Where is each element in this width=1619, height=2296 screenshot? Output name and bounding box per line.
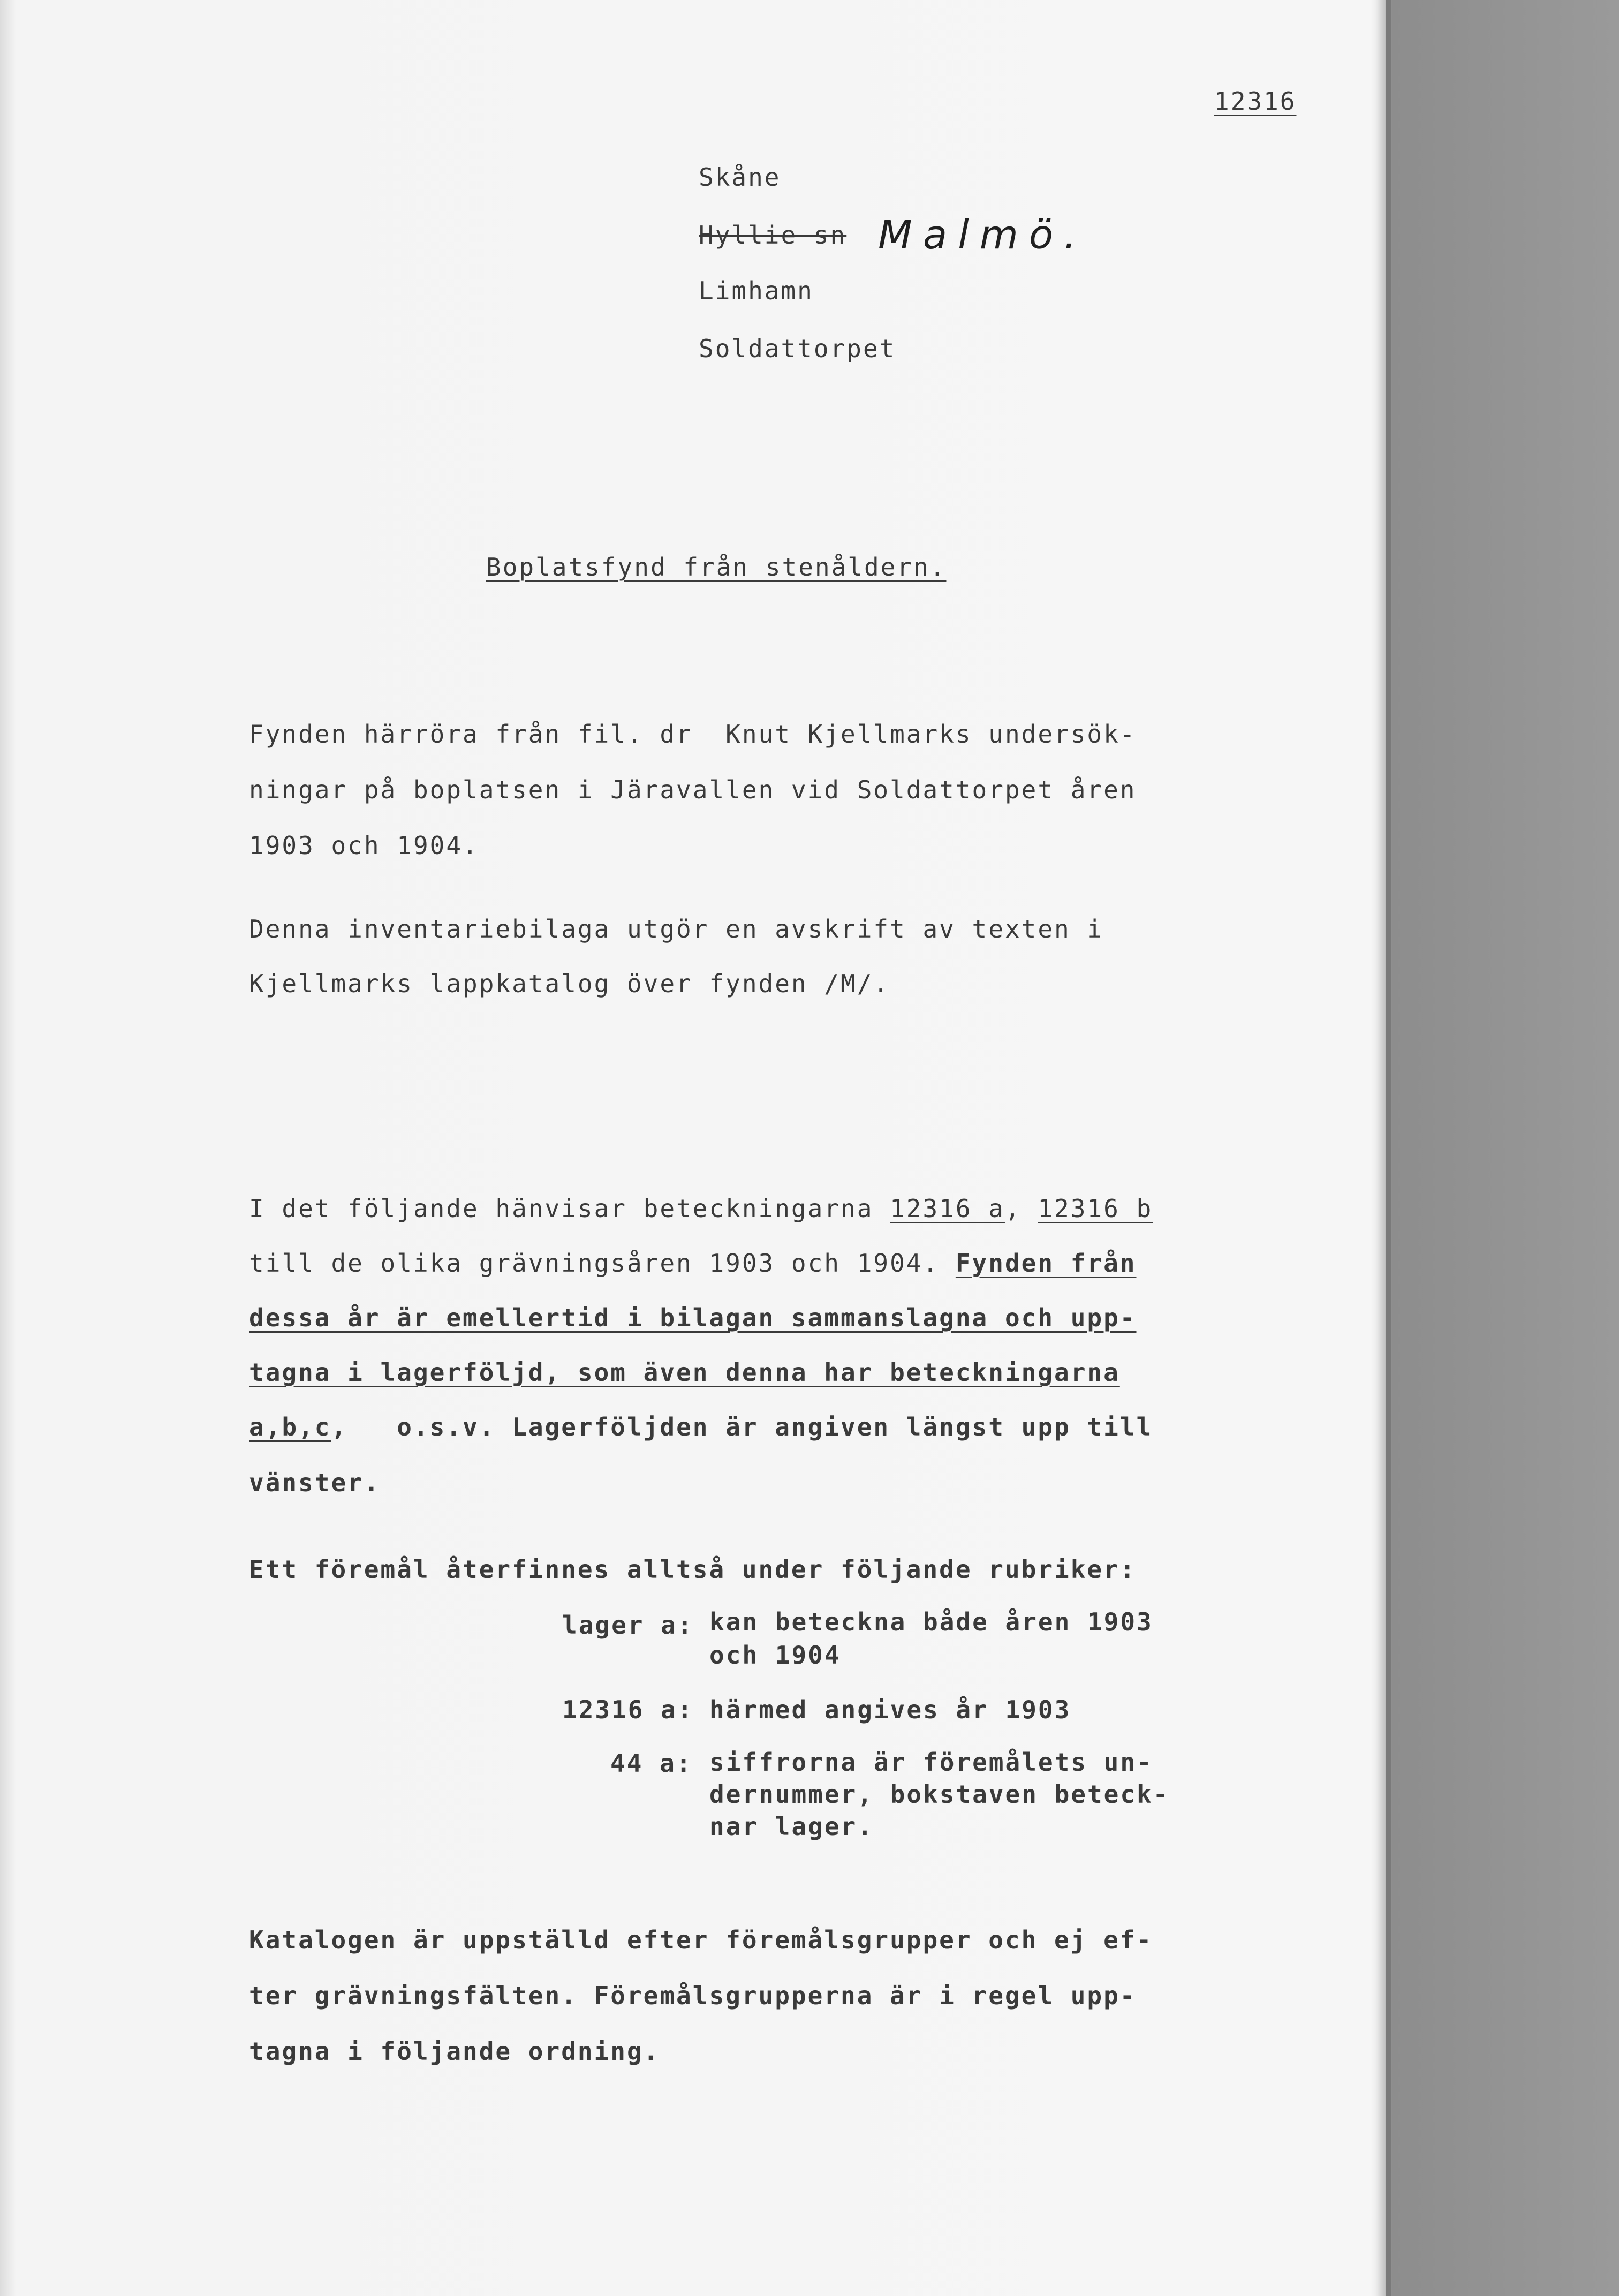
paragraph5-line3: tagna i följande ordning. xyxy=(249,2037,660,2066)
location-site: Soldattorpet xyxy=(699,334,896,363)
paragraph3-line1 xyxy=(249,1196,1153,1221)
rubric-subnumber-line2: dernummer, bokstaven beteck- xyxy=(709,1780,1170,1809)
rubric-subnumber-line3: nar lager. xyxy=(709,1812,874,1841)
paragraph3-line5 xyxy=(249,1415,1153,1439)
paragraph1-line3: 1903 och 1904. xyxy=(249,831,479,860)
sheet-edge xyxy=(1386,0,1391,2296)
catalog-number: 12316 xyxy=(1214,87,1297,116)
rubric-key-lager: lager a: xyxy=(562,1611,694,1640)
p3-l5-letters: a,b,c xyxy=(249,1413,331,1441)
paragraph5-line2: ter grävningsfälten. Föremålsgrupperna är i regel upp- xyxy=(249,1981,1137,2010)
p3-l2-underlined: Fynden från xyxy=(955,1249,1137,1278)
rubric-lager-line1: kan beteckna både åren 1903 xyxy=(709,1607,1153,1636)
location-parish-handwritten: Malmö. xyxy=(878,212,1087,258)
p3-l1-sep: , xyxy=(1004,1194,1038,1223)
rubric-number-line1: härmed angives år 1903 xyxy=(709,1695,1071,1724)
location-place: Limhamn xyxy=(699,276,814,305)
paragraph4: Ett föremål återfinnes alltså under följande rubriker: xyxy=(249,1555,1137,1584)
paragraph3-line3: dessa år är emellertid i bilagan sammanslagna och upp- xyxy=(249,1303,1137,1332)
p3-l2-text: till de olika grävningsåren 1903 och 1904. xyxy=(249,1249,956,1278)
p3-l1-ref-a: 12316 a xyxy=(890,1194,1005,1223)
paragraph3-line2 xyxy=(249,1249,1137,1278)
p3-l5-text: , o.s.v. Lagerföljden är angiven längst upp till xyxy=(331,1413,1153,1441)
rubric-key-subnumber: 44 a: xyxy=(610,1749,693,1778)
paragraph5-line1: Katalogen är uppställd efter föremålsgrupper och ej ef- xyxy=(249,1925,1153,1954)
paragraph2-line2: Kjellmarks lappkatalog över fynden /M/. xyxy=(249,969,890,998)
paragraph3-line4: tagna i lagerföljd, som även denna har beteckningarna xyxy=(249,1358,1120,1387)
rubric-lager-line2: och 1904 xyxy=(709,1641,841,1670)
rubric-subnumber-line1: siffrorna är föremålets un- xyxy=(709,1748,1153,1777)
p3-l1-text: I det följande hänvisar beteckningarna xyxy=(249,1194,890,1223)
document-title: Boplatsfynd från stenåldern. xyxy=(486,553,947,581)
rubric-key-number: 12316 a: xyxy=(562,1695,694,1724)
p3-l1-ref-b: 12316 b xyxy=(1038,1194,1153,1223)
location-parish-struck: Hyllie sn xyxy=(699,221,847,250)
paragraph1-line1: Fynden härröra från fil. dr Knut Kjellmarks undersök- xyxy=(249,720,1137,749)
paragraph2-line1: Denna inventariebilaga utgör en avskrift av texten i xyxy=(249,915,1104,943)
paragraph3-line6: vänster. xyxy=(249,1468,381,1497)
location-province: Skåne xyxy=(699,163,781,192)
paragraph1-line2: ningar på boplatsen i Järavallen vid Soldattorpet åren xyxy=(249,775,1137,804)
